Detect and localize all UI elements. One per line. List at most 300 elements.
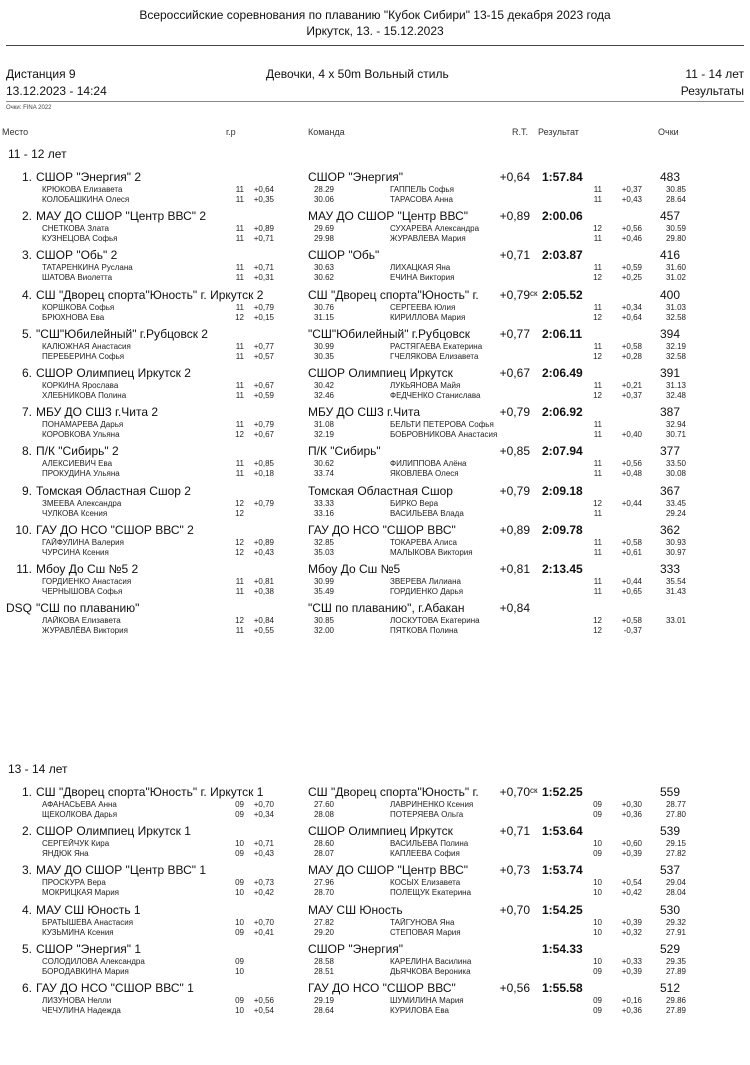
- swimmer-year: 11: [235, 195, 244, 204]
- swimmer-name: ТОКАРЕВА Алиса: [390, 538, 457, 547]
- team-club: МАУ ДО СШОР "Центр ВВС": [308, 863, 469, 877]
- swimmer-name: ЕЧИНА Виктория: [390, 273, 455, 282]
- team-name: МБУ ДО СШ3 г.Чита 2: [36, 405, 159, 419]
- swimmer-split: 30.71: [665, 430, 686, 439]
- swimmer-name: ЯНДЮК Яна: [42, 849, 89, 858]
- swimmer-reaction: +0,57: [253, 352, 274, 361]
- swimmer-name: СНЕТКОВА Злата: [42, 224, 109, 233]
- swimmer-year: 10: [593, 878, 602, 887]
- swimmer-split: 35.03: [313, 548, 334, 557]
- swimmer-reaction: +0,64: [253, 185, 274, 194]
- team-points: 400: [660, 288, 681, 302]
- swimmer-split: 29.32: [665, 918, 686, 927]
- swimmer-reaction: +0,42: [253, 888, 274, 897]
- swimmer-reaction: +0,77: [253, 342, 274, 351]
- swimmer-name: ДЬЯЧКОВА Вероника: [390, 967, 471, 976]
- swimmer-split: 28.64: [665, 195, 686, 204]
- swimmer-name: ПРОКУДИНА Ульяна: [42, 469, 120, 478]
- swimmer-split: 30.08: [665, 469, 686, 478]
- swimmer-split: 35.49: [313, 587, 334, 596]
- swimmer-year: 12: [593, 391, 602, 400]
- team-club: СШОР "Энергия": [308, 942, 404, 956]
- swimmer-split: 31.43: [665, 587, 686, 596]
- swimmer-reaction: +0,38: [253, 587, 274, 596]
- team-result: 2:13.45: [542, 562, 583, 576]
- swimmer-year: 11: [593, 195, 602, 204]
- swimmer-name: БРЮХНОВА Ева: [42, 313, 105, 322]
- age-group-label: 11 - 12 лет: [8, 147, 67, 161]
- swimmer-split: 33.45: [665, 499, 686, 508]
- team-place: 2.: [21, 209, 32, 223]
- swimmer-year: 11: [235, 342, 244, 351]
- swimmer-reaction: +0,67: [253, 381, 274, 390]
- swimmer-reaction: +0,43: [253, 548, 274, 557]
- swimmer-name: ЛИХАЦКАЯ Яна: [390, 263, 451, 272]
- team-row: [0, 170, 750, 210]
- team-club: "СШ по плаванию", г.Абакан: [308, 601, 465, 615]
- swimmer-name: ЖУРАВЛЕВА Мария: [390, 234, 466, 243]
- team-result: 1:52.25: [542, 785, 583, 799]
- team-name: МАУ СШ Юность 1: [36, 903, 141, 917]
- swimmer-reaction: +0,42: [621, 888, 642, 897]
- swimmer-name: КОРОВКОВА Ульяна: [42, 430, 120, 439]
- swimmer-split: 29.35: [665, 957, 686, 966]
- team-reaction: +0,89: [499, 523, 530, 537]
- team-club: МБУ ДО СШ3 г.Чита: [308, 405, 421, 419]
- swimmer-name: ШАТОВА Виолетта: [42, 273, 113, 282]
- swimmer-name: ГЧЕЛЯКОВА Елизавета: [390, 352, 479, 361]
- team-reaction: +0,79: [499, 484, 530, 498]
- team-place: 5.: [21, 942, 32, 956]
- swimmer-reaction: +0,54: [621, 878, 642, 887]
- swimmer-reaction: +0,56: [621, 459, 642, 468]
- swimmer-reaction: +0,32: [621, 928, 642, 937]
- swimmer-split: 29.24: [665, 509, 686, 518]
- swimmer-year: 10: [593, 888, 602, 897]
- swimmer-year: 11: [235, 577, 244, 586]
- swimmer-split: 28.64: [313, 1006, 334, 1015]
- team-club: МАУ ДО СШОР "Центр ВВС": [308, 209, 469, 223]
- team-reaction: +0,85: [499, 444, 530, 458]
- swimmer-name: БОРОДАВКИНА Мария: [42, 967, 129, 976]
- swimmer-name: ЛОСКУТОВА Екатерина: [390, 616, 480, 625]
- team-name: П/К "Сибирь" 2: [36, 444, 119, 458]
- swimmer-reaction: +0,36: [621, 810, 642, 819]
- header-rule: [6, 45, 744, 46]
- swimmer-name: МАЛЫКОВА Виктория: [390, 548, 473, 557]
- document-location: Иркутск, 13. - 15.12.2023: [306, 24, 444, 38]
- swimmer-name: БЕЛЬТИ ПЕТЕРОВА Софья: [390, 420, 494, 429]
- swimmer-name: СТЕПОВАЯ Мария: [390, 928, 461, 937]
- team-place: 7.: [21, 405, 32, 419]
- swimmer-year: 12: [593, 626, 602, 635]
- swimmer-name: ЧУРСИНА Ксения: [42, 548, 109, 557]
- swimmer-split: 32.58: [665, 313, 686, 322]
- swimmer-name: БОБРОВНИКОВА Анастасия: [390, 430, 498, 439]
- swimmer-name: КИРИЛЛОВА Мария: [390, 313, 466, 322]
- team-name: СШ "Дворец спорта"Юность" г. Иркутск 2: [36, 288, 264, 302]
- swimmer-split: 29.98: [313, 234, 334, 243]
- team-result: 1:57.84: [542, 170, 583, 184]
- swimmer-split: 27.91: [665, 928, 686, 937]
- points-note: Очки: FINA 2022: [6, 105, 52, 111]
- swimmer-name: КАЛЮЖНАЯ Анастасия: [42, 342, 131, 351]
- swimmer-reaction: +0,55: [253, 626, 274, 635]
- event-kind: Результаты: [680, 84, 744, 98]
- team-points: 457: [660, 209, 681, 223]
- swimmer-year: 12: [235, 509, 244, 518]
- swimmer-split: 32.94: [665, 420, 686, 429]
- swimmer-name: АФАНАСЬЕВА Анна: [42, 800, 117, 809]
- team-row: [0, 523, 750, 563]
- swimmer-name: ПОЛЕЩУК Екатерина: [390, 888, 472, 897]
- swimmer-split: 29.80: [665, 234, 686, 243]
- team-row: [0, 444, 750, 484]
- swimmer-year: 09: [235, 957, 244, 966]
- team-club: ГАУ ДО НСО "СШОР ВВС": [308, 981, 456, 995]
- swimmer-year: 11: [235, 587, 244, 596]
- swimmer-reaction: +0,33: [621, 957, 642, 966]
- team-place: 9.: [21, 484, 32, 498]
- swimmer-year: 11: [235, 352, 244, 361]
- event-ages: 11 - 14 лет: [685, 67, 744, 81]
- swimmer-name: ФЕДЧЕНКО Станислава: [390, 391, 481, 400]
- team-points: 537: [660, 863, 681, 877]
- swimmer-name: ВАСИЛЬЕВА Влада: [390, 509, 464, 518]
- swimmer-reaction: +0,60: [621, 839, 642, 848]
- swimmer-name: СЕРГЕЕВА Юлия: [390, 303, 456, 312]
- team-reaction: +0,79: [499, 405, 530, 419]
- swimmer-name: ПЯТКОВА Полина: [390, 626, 458, 635]
- swimmer-year: 09: [593, 800, 602, 809]
- swimmer-reaction: +0,30: [621, 800, 642, 809]
- swimmer-name: ПРОСКУРА Вера: [42, 878, 106, 887]
- team-points: 362: [660, 523, 681, 537]
- team-club: Томская Областная Сшор: [308, 484, 453, 498]
- swimmer-year: 09: [593, 849, 602, 858]
- swimmer-reaction: +0,79: [253, 499, 274, 508]
- swimmer-reaction: +0,36: [621, 1006, 642, 1015]
- team-name: МАУ ДО СШОР "Центр ВВС" 2: [36, 209, 207, 223]
- swimmer-year: 12: [235, 499, 244, 508]
- team-reaction: +0,71: [499, 824, 530, 838]
- swimmer-split: 29.15: [665, 839, 686, 848]
- swimmer-year: 11: [593, 263, 602, 272]
- swimmer-split: 32.19: [665, 342, 686, 351]
- team-reaction: +0,81: [499, 562, 530, 576]
- swimmer-reaction: +0,81: [253, 577, 274, 586]
- swimmer-year: 09: [235, 996, 244, 1005]
- swimmer-reaction: -0,37: [623, 626, 642, 635]
- swimmer-name: ТАТАРЕНКИНА Руслана: [42, 263, 133, 272]
- team-row: [0, 288, 750, 328]
- swimmer-name: КОСЫХ Елизавета: [390, 878, 461, 887]
- team-reaction-note: ск: [530, 786, 538, 795]
- swimmer-reaction: +0,21: [621, 381, 642, 390]
- team-points: 394: [660, 327, 681, 341]
- swimmer-split: 32.00: [313, 626, 334, 635]
- team-place: 1.: [21, 170, 32, 184]
- swimmer-name: ПОТЕРЯЕВА Ольга: [390, 810, 464, 819]
- swimmer-reaction: +0,41: [253, 928, 274, 937]
- swimmer-name: БИРКО Вера: [390, 499, 439, 508]
- team-name: СШОР Олимпиец Иркутск 1: [36, 824, 191, 838]
- team-reaction: +0,64: [499, 170, 530, 184]
- swimmer-split: 33.33: [313, 499, 334, 508]
- team-reaction: +0,89: [499, 209, 530, 223]
- swimmer-reaction: +0,39: [621, 849, 642, 858]
- swimmer-split: 31.15: [313, 313, 334, 322]
- team-points: 377: [660, 444, 681, 458]
- swimmer-split: 30.35: [313, 352, 334, 361]
- swimmer-reaction: +0,35: [253, 195, 274, 204]
- swimmer-reaction: +0,54: [253, 1006, 274, 1015]
- team-points: 512: [660, 981, 681, 995]
- swimmer-year: 11: [235, 263, 244, 272]
- swimmer-name: РАСТЯГАЕВА Екатерина: [390, 342, 483, 351]
- swimmer-split: 33.01: [665, 616, 686, 625]
- swimmer-year: 11: [235, 224, 244, 233]
- swimmer-reaction: +0,61: [621, 548, 642, 557]
- swimmer-year: 11: [593, 303, 602, 312]
- swimmer-split: 28.77: [665, 800, 686, 809]
- swimmer-year: 11: [235, 459, 244, 468]
- team-name: СШ "Дворец спорта"Юность" г. Иркутск 1: [36, 785, 264, 799]
- team-points: 559: [660, 785, 681, 799]
- swimmer-name: ЛАЙКОВА Елизавета: [42, 616, 121, 625]
- team-reaction: +0,70: [499, 903, 530, 917]
- team-result: 1:55.58: [542, 981, 583, 995]
- swimmer-year: 09: [593, 1006, 602, 1015]
- swimmer-year: 11: [235, 185, 244, 194]
- team-row: [0, 327, 750, 367]
- swimmer-name: ТАЙГУНОВА Яна: [390, 918, 455, 927]
- team-reaction: +0,71: [499, 248, 530, 262]
- swimmer-reaction: +0,31: [253, 273, 274, 282]
- age-group-label: 13 - 14 лет: [8, 762, 68, 776]
- swimmer-reaction: +0,65: [621, 587, 642, 596]
- swimmer-split: 30.97: [665, 548, 686, 557]
- swimmer-split: 32.85: [313, 538, 334, 547]
- swimmer-name: ЧУЛКОВА Ксения: [42, 509, 108, 518]
- swimmer-split: 30.62: [313, 459, 334, 468]
- team-result: 1:54.33: [542, 942, 583, 956]
- swimmer-reaction: +0,70: [253, 800, 274, 809]
- swimmer-reaction: +0,44: [621, 499, 642, 508]
- team-name: СШОР Олимпиец Иркутск 2: [36, 366, 191, 380]
- swimmer-reaction: +0,28: [621, 352, 642, 361]
- swimmer-year: 12: [593, 313, 602, 322]
- swimmer-reaction: +0,79: [253, 420, 274, 429]
- team-points: 416: [660, 248, 681, 262]
- team-name: ГАУ ДО НСО "СШОР ВВС" 1: [36, 981, 194, 995]
- swimmer-year: 12: [593, 273, 602, 282]
- swimmer-split: 32.19: [313, 430, 334, 439]
- team-place: 3.: [21, 863, 32, 877]
- swimmer-name: КОРКИНА Ярослава: [42, 381, 119, 390]
- team-place: 5.: [21, 327, 32, 341]
- swimmer-name: АЛЕКСИЕВИЧ Ева: [42, 459, 113, 468]
- swimmer-year: 10: [593, 839, 602, 848]
- swimmer-year: 12: [593, 224, 602, 233]
- team-row: [0, 248, 750, 288]
- swimmer-reaction: +0,71: [253, 234, 274, 243]
- swimmer-year: 10: [235, 839, 244, 848]
- swimmer-name: КРЮКОВА Елизавета: [42, 185, 123, 194]
- swimmer-split: 32.46: [313, 391, 334, 400]
- swimmer-split: 27.82: [313, 918, 334, 927]
- swimmer-split: 28.08: [313, 810, 334, 819]
- team-place: 4.: [21, 288, 32, 302]
- swimmer-name: ВАСИЛЬЕВА Полина: [390, 839, 469, 848]
- swimmer-name: ПЕРЕБЕРИНА Софья: [42, 352, 125, 361]
- swimmer-name: МОКРИЦКАЯ Мария: [42, 888, 119, 897]
- swimmer-name: ЛИЗУНОВА Нелли: [42, 996, 112, 1005]
- swimmer-split: 30.99: [313, 577, 334, 586]
- swimmer-year: 11: [235, 391, 244, 400]
- team-club: П/К "Сибирь": [308, 444, 381, 458]
- swimmer-name: СЕРГЕЙЧУК Кира: [42, 839, 110, 848]
- swimmer-split: 29.69: [313, 224, 334, 233]
- team-place: 3.: [21, 248, 32, 262]
- swimmer-split: 27.89: [665, 967, 686, 976]
- swimmer-name: ГАППЕЛЬ Софья: [390, 185, 454, 194]
- swimmer-reaction: +0,59: [253, 391, 274, 400]
- team-points: 530: [660, 903, 681, 917]
- swimmer-name: ГАЙФУЛИНА Валерия: [42, 538, 124, 547]
- team-result: 2:03.87: [542, 248, 583, 262]
- team-reaction-note: ск: [530, 289, 538, 298]
- swimmer-name: ХЛЕБНИКОВА Полина: [42, 391, 127, 400]
- team-row: [0, 366, 750, 406]
- team-reaction: +0,56: [499, 981, 530, 995]
- team-name: ГАУ ДО НСО "СШОР ВВС" 2: [36, 523, 194, 537]
- team-result: 2:05.52: [542, 288, 583, 302]
- team-result: 1:53.64: [542, 824, 583, 838]
- swimmer-year: 09: [235, 810, 244, 819]
- swimmer-year: 12: [593, 352, 602, 361]
- swimmer-split: 30.42: [313, 381, 334, 390]
- swimmer-year: 11: [235, 273, 244, 282]
- swimmer-reaction: +0,37: [621, 185, 642, 194]
- swimmer-reaction: +0,39: [621, 967, 642, 976]
- swimmer-year: 11: [593, 185, 602, 194]
- team-place: 11.: [16, 562, 32, 576]
- swimmer-split: 27.60: [313, 800, 334, 809]
- swimmer-name: КУЗЬМИНА Ксения: [42, 928, 114, 937]
- swimmer-reaction: +0,16: [621, 996, 642, 1005]
- team-club: СШОР Олимпиец Иркутск: [308, 366, 453, 380]
- swimmer-year: 12: [593, 616, 602, 625]
- swimmer-reaction: +0,58: [621, 538, 642, 547]
- team-row: [0, 562, 750, 602]
- team-reaction: +0,70: [499, 785, 530, 799]
- swimmer-split: 30.85: [313, 616, 334, 625]
- team-points: 367: [660, 484, 681, 498]
- team-reaction: +0,77: [499, 327, 530, 341]
- swimmer-split: 31.03: [665, 303, 686, 312]
- swimmer-name: ЯКОВЛЕВА Олеся: [390, 469, 459, 478]
- team-result: 2:06.92: [542, 405, 583, 419]
- swimmer-split: 30.62: [313, 273, 334, 282]
- team-place: 10.: [15, 523, 32, 537]
- swimmer-split: 27.96: [313, 878, 334, 887]
- swimmer-year: 11: [593, 509, 602, 518]
- team-row: [0, 484, 750, 524]
- team-name: МАУ ДО СШОР "Центр ВВС" 1: [36, 863, 207, 877]
- col-place: Место: [2, 127, 29, 137]
- swimmer-year: 11: [593, 469, 602, 478]
- team-row: [0, 785, 750, 825]
- team-result: 2:06.49: [542, 366, 583, 380]
- swimmer-split: 30.06: [313, 195, 334, 204]
- team-club: Мбоу До Сш №5: [308, 562, 401, 576]
- team-result: 2:06.11: [542, 327, 583, 341]
- swimmer-reaction: +0,18: [253, 469, 274, 478]
- swimmer-year: 09: [593, 996, 602, 1005]
- swimmer-name: ТАРАСОВА Анна: [390, 195, 453, 204]
- swimmer-reaction: +0,37: [621, 391, 642, 400]
- swimmer-split: 33.50: [665, 459, 686, 468]
- swimmer-name: ЧЕРНЫШОВА Софья: [42, 587, 123, 596]
- swimmer-year: 11: [593, 548, 602, 557]
- team-row: [0, 942, 750, 982]
- team-result: 1:53.74: [542, 863, 583, 877]
- event-name: Девочки, 4 x 50m Вольный стиль: [266, 67, 449, 81]
- team-name: СШОР "Энергия" 2: [36, 170, 142, 184]
- team-result: 2:00.06: [542, 209, 583, 223]
- swimmer-year: 10: [235, 967, 244, 976]
- swimmer-year: 10: [235, 1006, 244, 1015]
- swimmer-reaction: +0,64: [621, 313, 642, 322]
- team-points: 387: [660, 405, 681, 419]
- swimmer-year: 11: [593, 430, 602, 439]
- swimmer-year: 11: [593, 342, 602, 351]
- team-name: СШОР "Энергия" 1: [36, 942, 142, 956]
- swimmer-year: 11: [593, 538, 602, 547]
- swimmer-year: 11: [593, 587, 602, 596]
- swimmer-year: 11: [593, 577, 602, 586]
- swimmer-split: 31.08: [313, 420, 334, 429]
- team-name: Мбоу До Сш №5 2: [36, 562, 139, 576]
- team-club: СШОР "Энергия": [308, 170, 404, 184]
- swimmer-name: ЗВЕРЕВА Лилиана: [390, 577, 461, 586]
- team-club: МАУ СШ Юность: [308, 903, 403, 917]
- swimmer-reaction: +0,84: [253, 616, 274, 625]
- swimmer-reaction: +0,39: [621, 918, 642, 927]
- swimmer-year: 11: [593, 420, 602, 429]
- swimmer-reaction: +0,71: [253, 839, 274, 848]
- swimmer-reaction: +0,34: [253, 810, 274, 819]
- swimmer-year: 09: [235, 800, 244, 809]
- team-club: СШОР "Обь": [308, 248, 380, 262]
- team-reaction: +0,73: [499, 863, 530, 877]
- swimmer-split: 33.16: [313, 509, 334, 518]
- team-name: Томская Областная Сшор 2: [36, 484, 191, 498]
- swimmer-name: ЛУКЬЯНОВА Майя: [390, 381, 461, 390]
- swimmer-split: 32.48: [665, 391, 686, 400]
- team-place: 8.: [21, 444, 32, 458]
- swimmer-split: 31.13: [665, 381, 686, 390]
- swimmer-year: 12: [235, 616, 244, 625]
- swimmer-name: КАПЛЕЕВА София: [390, 849, 460, 858]
- swimmer-split: 27.89: [665, 1006, 686, 1015]
- swimmer-split: 30.76: [313, 303, 334, 312]
- team-name: СШОР "Обь" 2: [36, 248, 118, 262]
- swimmer-year: 09: [235, 878, 244, 887]
- swimmer-year: 12: [235, 538, 244, 547]
- swimmer-name: ЗМЕЕВА Александра: [42, 499, 122, 508]
